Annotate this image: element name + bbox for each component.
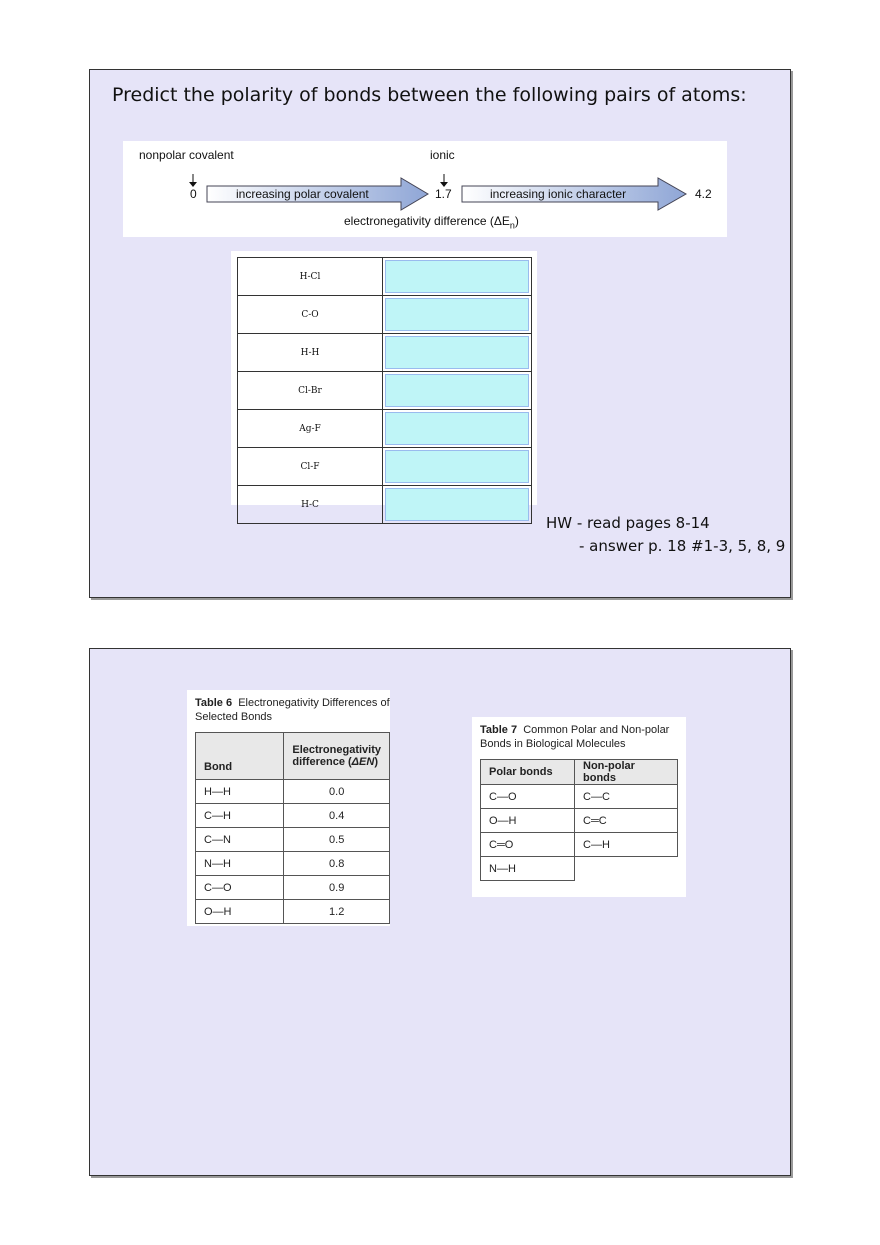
value-cell: 0.4 [284, 804, 390, 828]
answer-field[interactable] [385, 374, 529, 407]
bond-pair: C-O [238, 296, 383, 334]
table-6 [187, 690, 390, 926]
bond-pair: Cl-F [238, 448, 383, 486]
slide-title: Predict the polarity of bonds between the following pairs of atoms: [112, 84, 747, 106]
nonpolar-cell: C═C [575, 809, 678, 833]
nonpolar-label: nonpolar covalent [139, 148, 234, 162]
value-cell: 0.5 [284, 828, 390, 852]
value-cell: 0.9 [284, 876, 390, 900]
electronegativity-scale [123, 141, 727, 237]
header-bond: Bond [196, 733, 284, 780]
table-row [238, 486, 532, 524]
table-row [196, 780, 390, 804]
bond-cell: C—N [196, 828, 284, 852]
bond-cell: C—O [196, 876, 284, 900]
table-6-caption: Table 6 Electronegativity Differences of Selected Bonds [195, 697, 390, 723]
answer-field[interactable] [385, 336, 529, 369]
table-row [481, 809, 678, 833]
slide-1 [89, 69, 791, 598]
bond-cell: O—H [196, 900, 284, 924]
nonpolar-cell: C—H [575, 833, 678, 857]
table-header [481, 760, 678, 785]
answer-field[interactable] [385, 412, 529, 445]
table-row [238, 334, 532, 372]
header-polar: Polar bonds [481, 760, 575, 785]
bond-pair: Cl-Br [238, 372, 383, 410]
scale-max: 4.2 [695, 187, 712, 201]
scale-mid: 1.7 [435, 187, 452, 201]
header-nonpolar: Non-polar bonds [575, 760, 678, 785]
table-row [238, 258, 532, 296]
value-cell: 1.2 [284, 900, 390, 924]
empty-cell [575, 857, 678, 881]
table-row [481, 833, 678, 857]
table-row [238, 372, 532, 410]
bond-cell: H—H [196, 780, 284, 804]
bond-pair: Ag-F [238, 410, 383, 448]
homework-line-2: - answer p. 18 #1-3, 5, 8, 9 [579, 537, 786, 555]
answer-field[interactable] [385, 488, 529, 521]
bond-pair: H-C [238, 486, 383, 524]
bond-pair: H-Cl [238, 258, 383, 296]
table-row [238, 296, 532, 334]
table-row [196, 804, 390, 828]
nonpolar-cell: C—C [575, 785, 678, 809]
table-row [196, 852, 390, 876]
answer-field[interactable] [385, 260, 529, 293]
table-row [481, 785, 678, 809]
table-row [196, 900, 390, 924]
table-row [196, 876, 390, 900]
polar-cell: O—H [481, 809, 575, 833]
scale-zero: 0 [190, 187, 197, 201]
table-7-caption: Table 7 Common Polar and Non-polar Bonds in Biological Molecules [480, 724, 670, 750]
value-cell: 0.8 [284, 852, 390, 876]
table-row [238, 410, 532, 448]
value-cell: 0.0 [284, 780, 390, 804]
bond-cell: N—H [196, 852, 284, 876]
table-row [238, 448, 532, 486]
polar-cell: N—H [481, 857, 575, 881]
table-7 [472, 717, 686, 897]
bond-pair: H-H [238, 334, 383, 372]
table-row [196, 828, 390, 852]
bond-pairs-table [231, 251, 537, 510]
arrow1-label: increasing polar covalent [236, 187, 369, 201]
table-row [481, 857, 678, 881]
homework-line-1: HW - read pages 8-14 [546, 514, 710, 532]
polar-cell: C═O [481, 833, 575, 857]
slide-2 [89, 648, 791, 1176]
header-en-diff: Electronegativity difference (ΔEN) [284, 733, 390, 780]
polar-cell: C—O [481, 785, 575, 809]
table-header [196, 733, 390, 780]
answer-field[interactable] [385, 450, 529, 483]
bond-cell: C—H [196, 804, 284, 828]
ionic-label: ionic [430, 148, 455, 162]
axis-label: electronegativity difference $(\Delta E_n)$ [344, 214, 519, 231]
answer-field[interactable] [385, 298, 529, 331]
arrow2-label: increasing ionic character [490, 187, 627, 201]
